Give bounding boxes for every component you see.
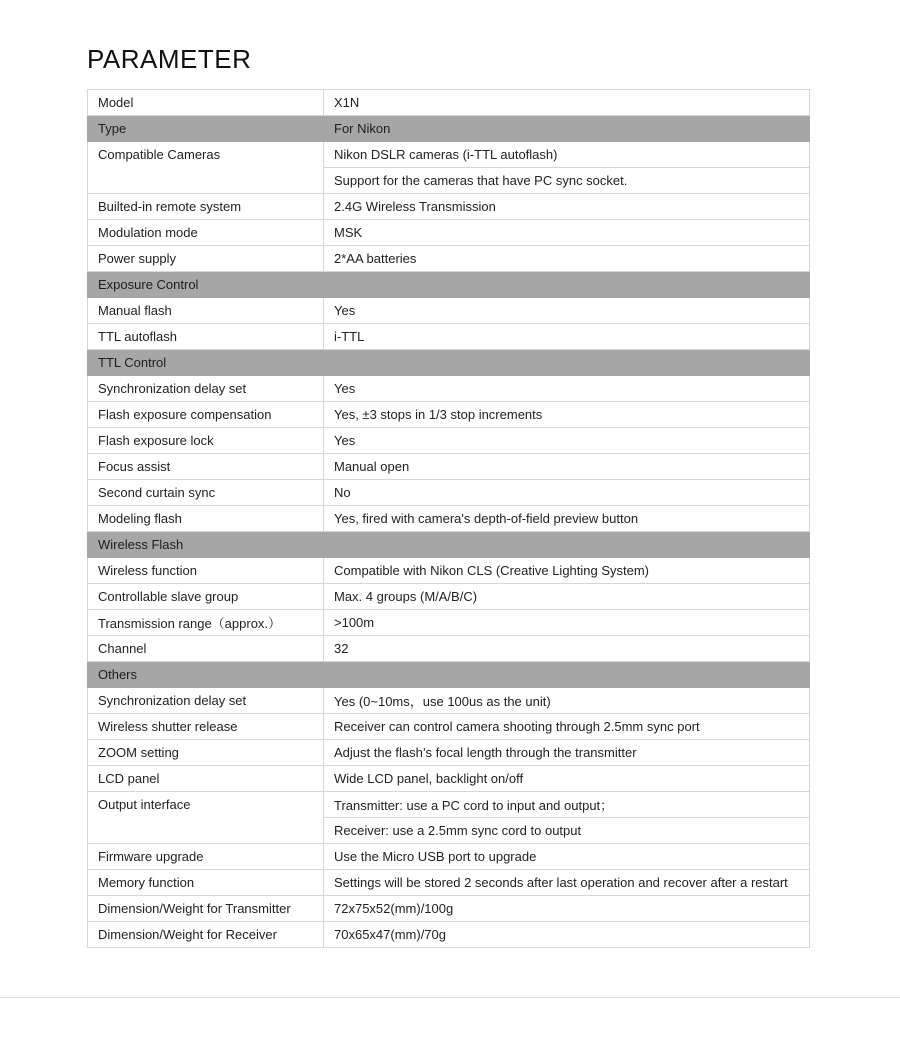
row-label: Dimension/Weight for Transmitter: [88, 896, 324, 922]
row-label: Dimension/Weight for Receiver: [88, 922, 324, 948]
table-row: [88, 324, 810, 350]
table-row: [88, 376, 810, 402]
row-value: Compatible with Nikon CLS (Creative Lighting System): [324, 558, 810, 584]
row-label: Power supply: [88, 246, 324, 272]
row-label: Firmware upgrade: [88, 844, 324, 870]
row-label: Modulation mode: [88, 220, 324, 246]
table-row: [88, 870, 810, 896]
row-value: X1N: [324, 90, 810, 116]
row-value: Support for the cameras that have PC sync socket.: [324, 168, 810, 194]
table-row: [88, 194, 810, 220]
section-header: [88, 532, 810, 558]
section-header: [88, 272, 810, 298]
table-row: [88, 558, 810, 584]
table-row: [88, 402, 810, 428]
row-label: Type: [88, 116, 324, 142]
table-row: [88, 584, 810, 610]
row-label: Builted-in remote system: [88, 194, 324, 220]
table-row: [88, 610, 810, 636]
row-value: Yes, fired with camera's depth-of-field preview button: [324, 506, 810, 532]
table-row: [88, 844, 810, 870]
section-title: TTL Control: [88, 350, 810, 376]
row-label: Channel: [88, 636, 324, 662]
row-value: Max. 4 groups (M/A/B/C): [324, 584, 810, 610]
row-label: Controllable slave group: [88, 584, 324, 610]
row-value: Yes, ±3 stops in 1/3 stop increments: [324, 402, 810, 428]
row-label: Synchronization delay set: [88, 688, 324, 714]
row-value: Yes: [324, 298, 810, 324]
table-row: [88, 298, 810, 324]
table-row: [88, 688, 810, 714]
row-value: 2.4G Wireless Transmission: [324, 194, 810, 220]
table-row: [88, 90, 810, 116]
table-row: [88, 636, 810, 662]
row-label: Flash exposure lock: [88, 428, 324, 454]
row-label: TTL autoflash: [88, 324, 324, 350]
row-label: Wireless function: [88, 558, 324, 584]
table-row: [88, 792, 810, 818]
row-value: MSK: [324, 220, 810, 246]
row-label: Compatible Cameras: [88, 142, 324, 194]
section-header: [88, 662, 810, 688]
row-value: For Nikon: [324, 116, 810, 142]
table-row: [88, 506, 810, 532]
row-value: Yes (0~10ms，use 100us as the unit): [324, 688, 810, 714]
parameter-table: [87, 89, 810, 948]
table-row: [88, 116, 810, 142]
row-label: Memory function: [88, 870, 324, 896]
row-value: Yes: [324, 376, 810, 402]
section-title: Wireless Flash: [88, 532, 810, 558]
section-title: Others: [88, 662, 810, 688]
row-value: Adjust the flash’s focal length through the transmitter: [324, 740, 810, 766]
section-title: Exposure Control: [88, 272, 810, 298]
row-label: Model: [88, 90, 324, 116]
table-row: [88, 740, 810, 766]
table-row: [88, 714, 810, 740]
table-row: [88, 766, 810, 792]
row-value: 32: [324, 636, 810, 662]
row-value: No: [324, 480, 810, 506]
row-value: i-TTL: [324, 324, 810, 350]
page-title: PARAMETER: [87, 44, 252, 74]
row-value: Use the Micro USB port to upgrade: [324, 844, 810, 870]
row-label: ZOOM setting: [88, 740, 324, 766]
table-row: [88, 142, 810, 168]
row-value: Manual open: [324, 454, 810, 480]
table-row: [88, 428, 810, 454]
table-row: [88, 246, 810, 272]
row-label: Focus assist: [88, 454, 324, 480]
row-label: Synchronization delay set: [88, 376, 324, 402]
row-value: Receiver: use a 2.5mm sync cord to output: [324, 818, 810, 844]
row-value: Wide LCD panel, backlight on/off: [324, 766, 810, 792]
row-value: 2*AA batteries: [324, 246, 810, 272]
table-row: [88, 220, 810, 246]
table-row: [88, 480, 810, 506]
row-label: Wireless shutter release: [88, 714, 324, 740]
table-row: [88, 896, 810, 922]
row-value: 72x75x52(mm)/100g: [324, 896, 810, 922]
row-value: Settings will be stored 2 seconds after last operation and recover after a restart: [324, 870, 810, 896]
row-label: Flash exposure compensation: [88, 402, 324, 428]
row-value: Transmitter: use a PC cord to input and output；: [324, 792, 810, 818]
row-label: Transmission range（approx.）: [88, 610, 324, 636]
row-label: Manual flash: [88, 298, 324, 324]
row-value: Nikon DSLR cameras (i-TTL autoflash): [324, 142, 810, 168]
row-value: Yes: [324, 428, 810, 454]
bottom-divider: [0, 997, 900, 998]
row-value: 70x65x47(mm)/70g: [324, 922, 810, 948]
row-label: Second curtain sync: [88, 480, 324, 506]
row-label: LCD panel: [88, 766, 324, 792]
table-row: [88, 454, 810, 480]
row-label: Modeling flash: [88, 506, 324, 532]
row-value: >100m: [324, 610, 810, 636]
row-value: Receiver can control camera shooting through 2.5mm sync port: [324, 714, 810, 740]
section-header: [88, 350, 810, 376]
table-row: [88, 922, 810, 948]
row-label: Output interface: [88, 792, 324, 844]
